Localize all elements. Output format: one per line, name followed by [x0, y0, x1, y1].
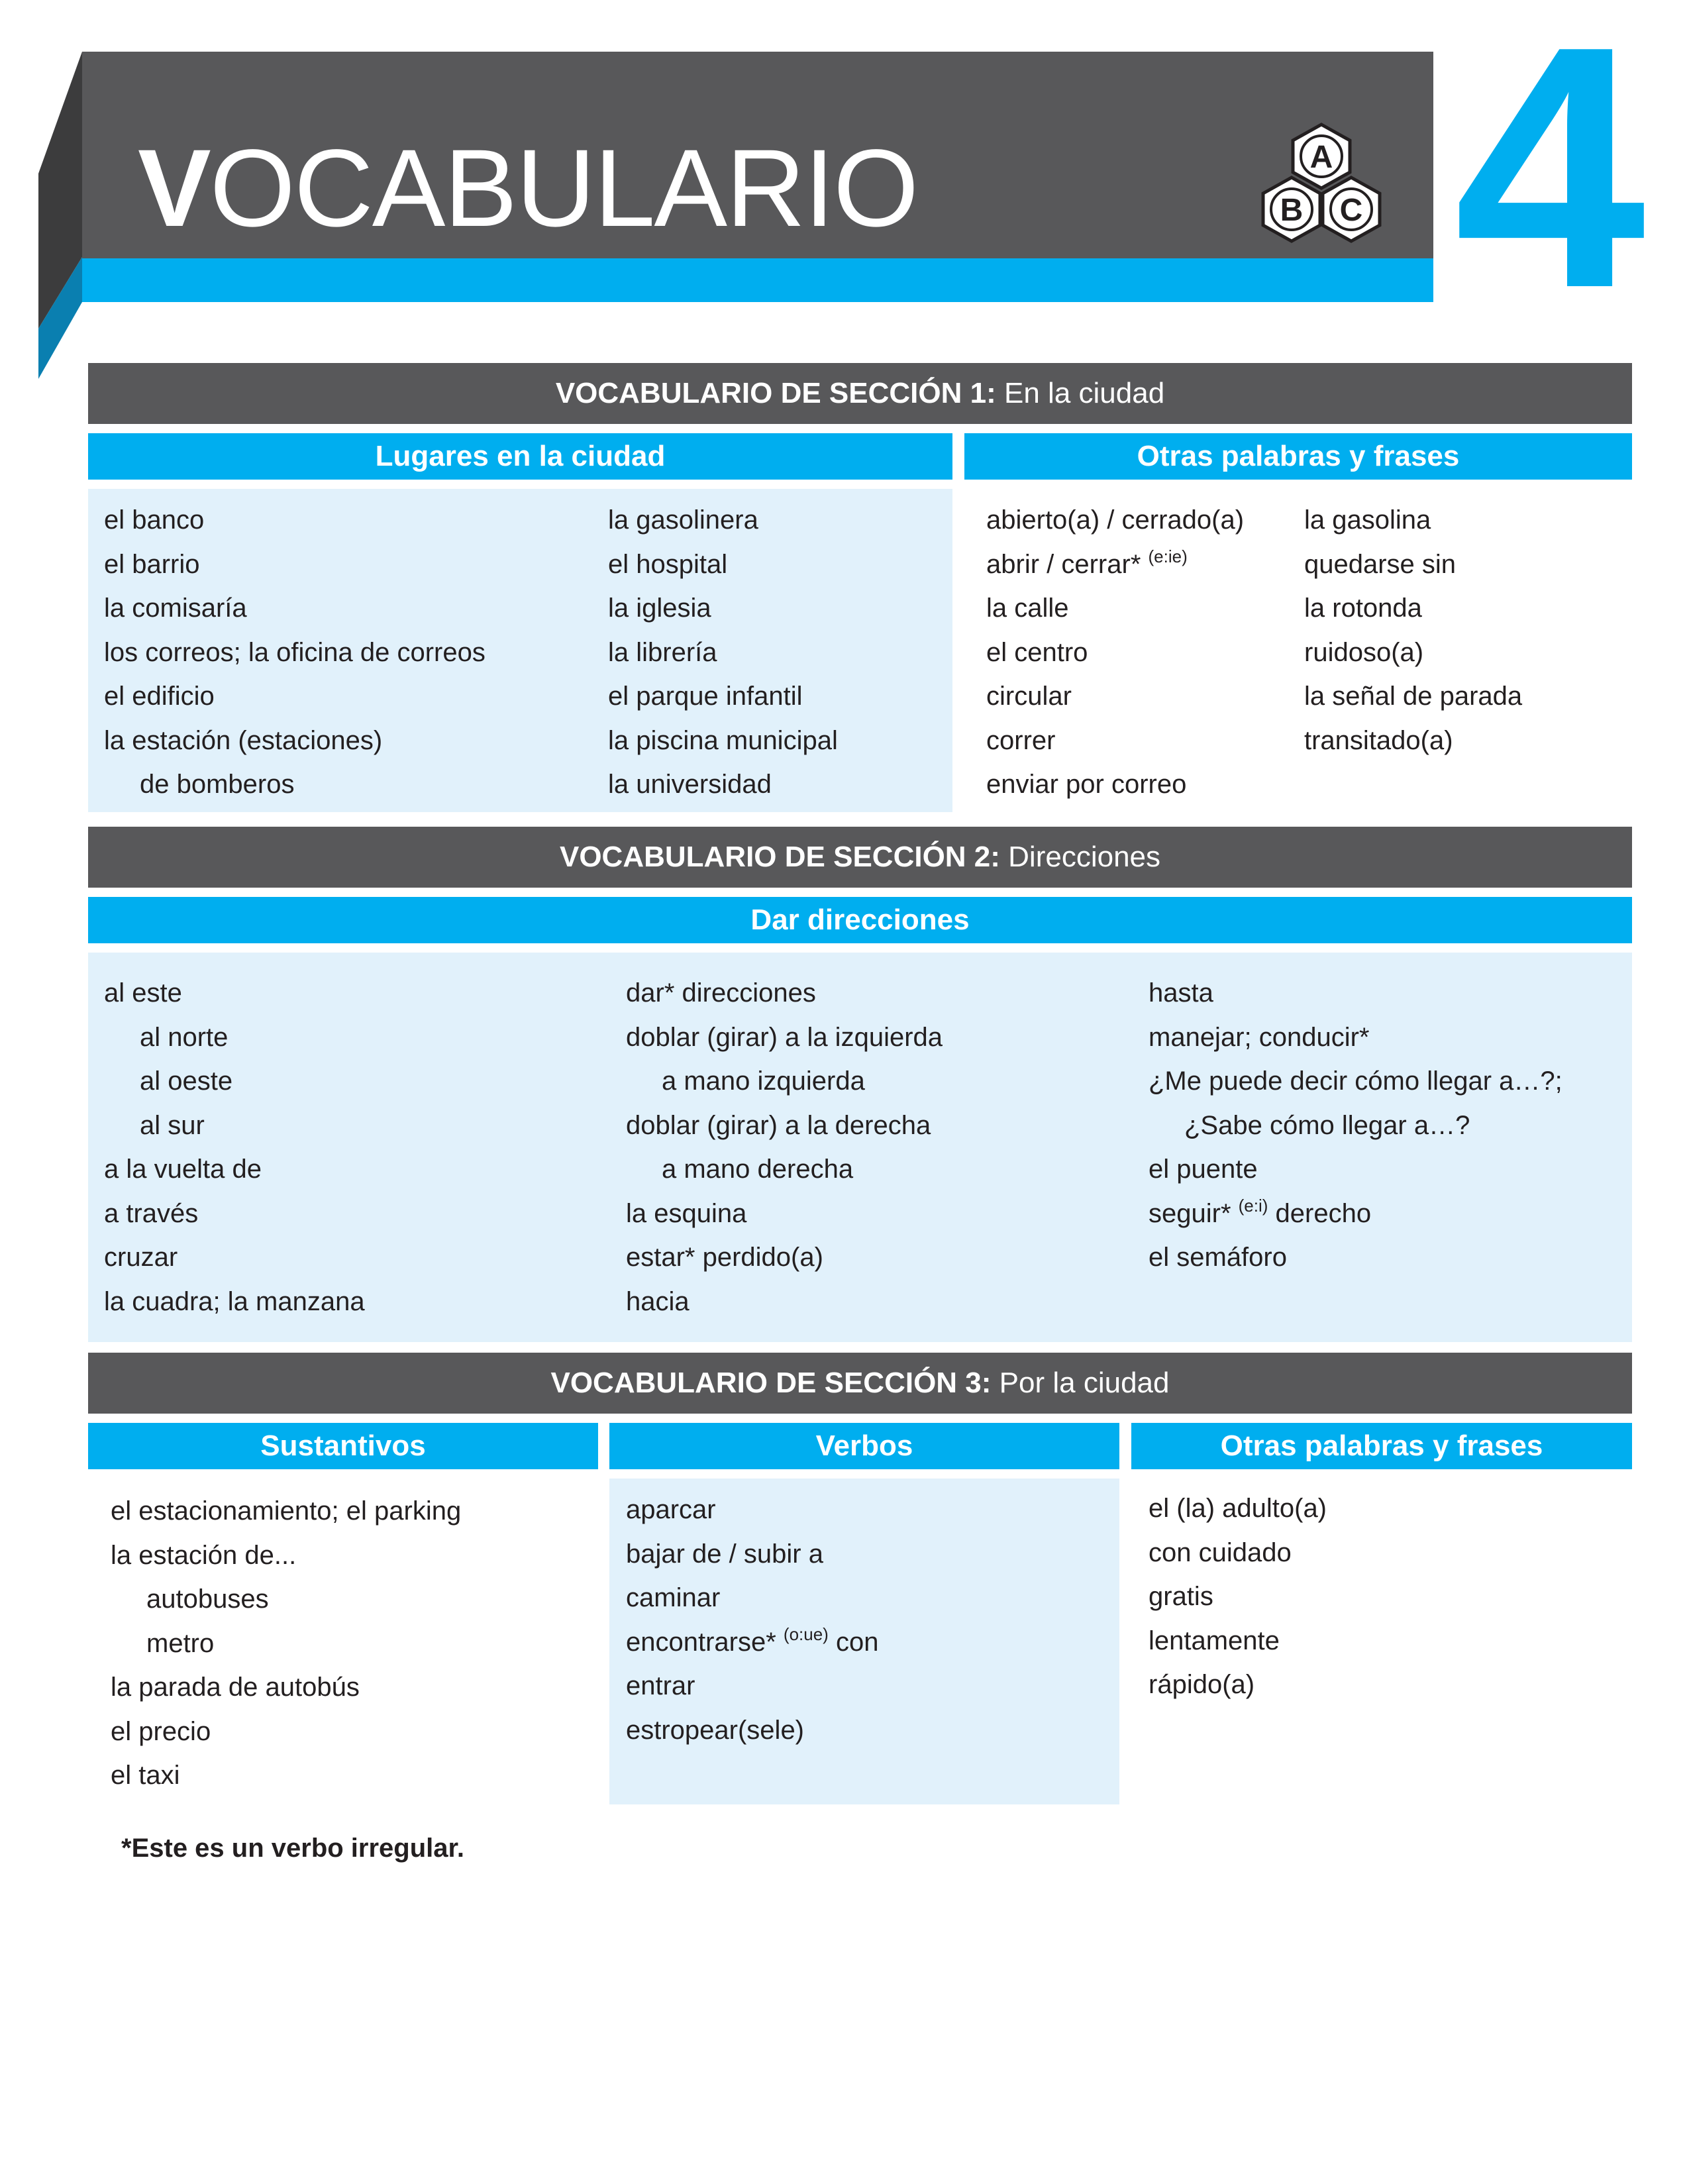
list-item: el precio [111, 1716, 211, 1746]
list-item: la piscina municipal [608, 725, 838, 755]
list-item: abrir / cerrar* $^{(e:ie)}$ [986, 546, 1188, 579]
section-2-topic: Direcciones [1008, 841, 1161, 873]
list-item: autobuses [146, 1585, 269, 1614]
otras-1-col-2 [1304, 498, 1522, 762]
list-item: la esquina [626, 1198, 747, 1228]
list-item: el parque infantil [608, 682, 803, 711]
list-item: la cuadra; la manzana [104, 1286, 365, 1316]
list-item: la estación (estaciones) [104, 725, 383, 755]
list-item: estropear(sele) [626, 1715, 805, 1745]
logo-letter-a: A [1309, 140, 1333, 175]
abc-blocks-icon [1252, 119, 1391, 252]
list-item: seguir* $^{(e:i)}$ derecho [1149, 1195, 1372, 1228]
list-item: encontrarse* $^{(o:ue)}$ con [626, 1624, 879, 1657]
page-title: VOCABULARIO [138, 127, 918, 250]
section-1-bar [88, 363, 1632, 424]
list-item: doblar (girar) a la izquierda [626, 1022, 943, 1052]
list-item: a mano derecha [662, 1155, 854, 1184]
list-item: manejar; conducir* [1149, 1022, 1370, 1052]
list-item: el estacionamiento; el parking [111, 1496, 462, 1526]
list-item: el puente [1149, 1155, 1258, 1184]
verbos-heading: Verbos [609, 1423, 1119, 1469]
list-item: doblar (girar) a la derecha [626, 1110, 931, 1140]
section-2-bar [88, 827, 1632, 888]
list-item: correr [986, 725, 1056, 755]
direcciones-col-1 [104, 971, 365, 1324]
list-item: ¿Sabe cómo llegar a…? [1184, 1110, 1470, 1140]
list-item: de bomberos [140, 770, 295, 799]
list-item: a mano izquierda [662, 1066, 865, 1096]
otras-heading-1: Otras palabras y frases [964, 433, 1632, 480]
list-item: hacia [626, 1286, 690, 1316]
irregular-verb-footnote: *Este es un verbo irregular. [121, 1834, 464, 1863]
list-item: la rotonda [1304, 594, 1422, 623]
list-item: lentamente [1149, 1626, 1280, 1655]
otras-1-col-1 [986, 498, 1244, 807]
list-item: la calle [986, 594, 1069, 623]
list-item: la estación de... [111, 1540, 297, 1570]
lugares-col-2 [608, 498, 838, 807]
list-item: enviar por correo [986, 770, 1187, 799]
list-item: metro [146, 1628, 215, 1658]
list-item: la señal de parada [1304, 682, 1523, 711]
list-item: al sur [140, 1110, 205, 1140]
list-item: con cuidado [1149, 1537, 1292, 1567]
sustantivos-col [111, 1489, 461, 1798]
list-item: la gasolinera [608, 505, 758, 535]
list-item: el taxi [111, 1761, 180, 1790]
list-item: la parada de autobús [111, 1673, 360, 1702]
list-item: la iglesia [608, 594, 711, 623]
section-3-bar [88, 1353, 1632, 1414]
list-item: el banco [104, 505, 205, 535]
section-1-topic: En la ciudad [1004, 377, 1165, 409]
list-item: el (la) adulto(a) [1149, 1494, 1327, 1523]
list-item: el hospital [608, 549, 728, 579]
stem-change-note: (e:i) [1238, 1195, 1268, 1216]
list-item: el centro [986, 637, 1088, 667]
direcciones-col-2 [626, 971, 943, 1324]
list-item: transitado(a) [1304, 725, 1453, 755]
otras-3-col [1149, 1486, 1327, 1707]
verbos-col [626, 1488, 878, 1752]
list-item: a la vuelta de [104, 1155, 262, 1184]
stem-change-note: (e:ie) [1148, 546, 1188, 566]
list-item: entrar [626, 1671, 695, 1700]
list-item: la librería [608, 637, 717, 667]
list-item: hasta [1149, 978, 1213, 1008]
banner-side-fold [37, 50, 85, 379]
list-item: el barrio [104, 549, 200, 579]
list-item: cruzar [104, 1243, 178, 1272]
list-item: dar* direcciones [626, 978, 816, 1008]
list-item: a través [104, 1198, 199, 1228]
section-3-label: VOCABULARIO DE SECCIÓN 3: [550, 1367, 992, 1399]
unit-number: 4 [1454, 0, 1646, 360]
section-2-label: VOCABULARIO DE SECCIÓN 2: [559, 841, 1000, 873]
list-item: circular [986, 682, 1072, 711]
list-item: ruidoso(a) [1304, 637, 1424, 667]
logo-letter-b: B [1280, 193, 1304, 228]
list-item: caminar [626, 1583, 721, 1612]
section-1-label: VOCABULARIO DE SECCIÓN 1: [555, 377, 996, 409]
list-item: la gasolina [1304, 505, 1431, 535]
title-accent-strip [82, 258, 1433, 302]
list-item: la comisaría [104, 594, 247, 623]
list-item: estar* perdido(a) [626, 1243, 823, 1272]
list-item: abierto(a) / cerrado(a) [986, 505, 1245, 535]
list-item: al norte [140, 1022, 229, 1052]
lugares-heading: Lugares en la ciudad [88, 433, 952, 480]
list-item: los correos; la oficina de correos [104, 637, 486, 667]
list-item: el semáforo [1149, 1243, 1287, 1272]
list-item: gratis [1149, 1582, 1213, 1611]
list-item: al este [104, 978, 182, 1008]
list-item: aparcar [626, 1495, 716, 1524]
direcciones-col-3 [1149, 971, 1562, 1280]
list-item: quedarse sin [1304, 549, 1457, 579]
list-item: rápido(a) [1149, 1670, 1255, 1699]
list-item: la universidad [608, 770, 772, 799]
list-item: al oeste [140, 1066, 233, 1096]
otras-heading-3: Otras palabras y frases [1131, 1423, 1632, 1469]
sustantivos-heading: Sustantivos [88, 1423, 598, 1469]
dar-direcciones-heading: Dar direcciones [88, 897, 1632, 943]
logo-letter-c: C [1339, 193, 1363, 228]
lugares-col-1 [104, 498, 486, 807]
list-item: ¿Me puede decir cómo llegar a…?; [1149, 1066, 1562, 1096]
list-item: el edificio [104, 682, 215, 711]
stem-change-note: (o:ue) [783, 1624, 829, 1644]
section-3-topic: Por la ciudad [999, 1367, 1170, 1399]
list-item: bajar de / subir a [626, 1539, 823, 1569]
